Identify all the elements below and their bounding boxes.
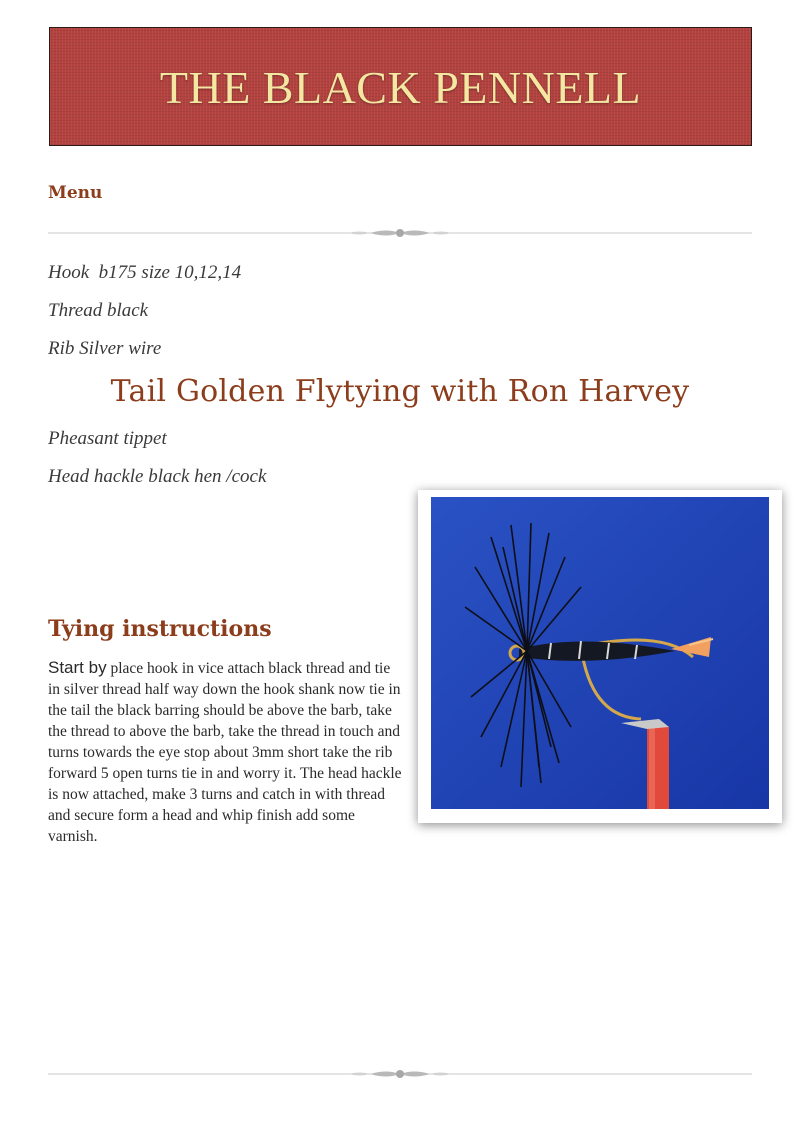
ornamental-divider-bottom [48,1067,752,1081]
ingredient-head-hackle: Head hackle black hen /cock [48,466,267,487]
ornamental-divider [48,226,752,240]
ingredient-hook: Hook b175 size 10,12,14 [48,262,242,283]
site-banner [49,27,752,146]
instructions-body: place hook in vice attach black thread and tie in silver thread half way down the hook shank now tie in the tail the black barring should be above the barb, take the thread to above the barb, take the thread in touch and turns towards the eye stop about 3mm short take the rib forward 5 open turns tie in and worry it. The head hackle is now attached, make 3 turns and catch in with thread and secure form a head and whip finish add some varnish. [48,660,402,845]
fly-photo-frame [418,490,782,823]
site-title: THE BLACK PENNELL [159,62,642,113]
menu-link[interactable]: Menu [48,183,103,203]
ingredient-rib: Rib Silver wire [48,338,162,359]
section-heading: Tying instructions [48,616,272,642]
fly-photo [431,497,769,809]
page-subtitle: Tail Golden Flytying with Ron Harvey [110,374,690,409]
ingredient-thread: Thread black [48,300,149,321]
tying-instructions [48,657,404,847]
ingredient-tail: Pheasant tippet [48,428,167,449]
instructions-lead: Start by [48,658,107,677]
